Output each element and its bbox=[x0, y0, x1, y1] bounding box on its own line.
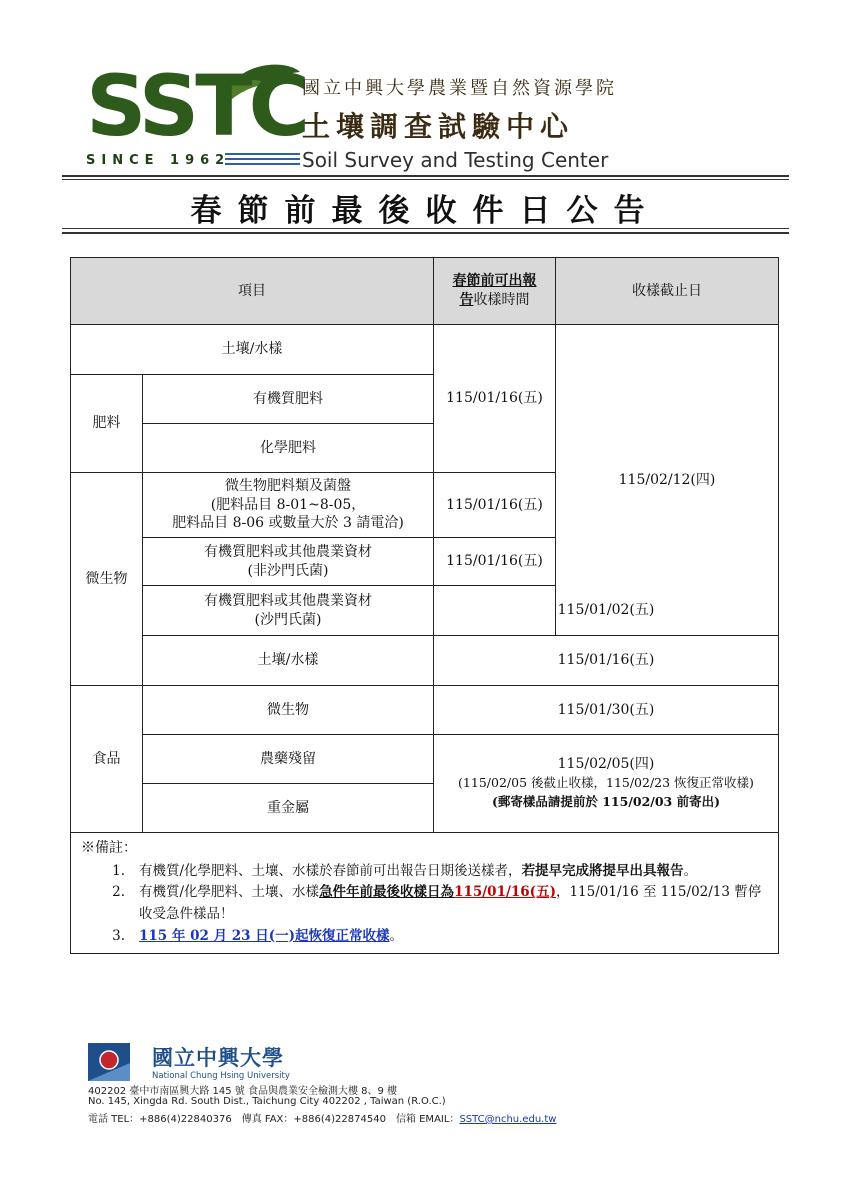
row-food-microbe: 微生物 bbox=[143, 686, 434, 735]
nchu-emblem-icon bbox=[88, 1043, 130, 1081]
remark-urgent-date: 115/01/16(五) bbox=[454, 884, 556, 901]
center-name-en: Soil Survey and Testing Center bbox=[302, 148, 609, 172]
remark-emphasis: 急件年前最後收樣日為 bbox=[319, 884, 455, 901]
remark-resume-date: 115 年 02 月 23 日(一)起恢復正常收樣 bbox=[139, 927, 390, 944]
remark-text: 有機質/化學肥料、土壤、水樣 bbox=[139, 884, 320, 901]
row-heavy-metal: 重金屬 bbox=[143, 784, 434, 833]
row-organic-other bbox=[143, 538, 434, 586]
cell-0116: 115/01/16(五) bbox=[434, 538, 556, 586]
college-name: 國立中興大學農業暨自然資源學院 bbox=[302, 78, 617, 99]
cell-0102: 115/01/02(五) bbox=[434, 586, 779, 636]
contact-line bbox=[88, 1110, 556, 1125]
cell-0116: 115/01/16(五) bbox=[434, 325, 556, 473]
micro-fert-line1: 微生物肥料類及菌盤 bbox=[225, 477, 351, 494]
cell-0205 bbox=[434, 735, 779, 833]
address-zh: 402202 臺中市南區興大路 145 號 食品與農業安全檢測大樓 8、9 樓 bbox=[88, 1086, 398, 1097]
cell-0212: 115/02/12(四) bbox=[556, 325, 779, 636]
remark-emphasis: 若提早完成將提早出具報告 bbox=[521, 862, 684, 879]
header-report-time bbox=[434, 258, 556, 325]
remark-number: 1. bbox=[112, 862, 125, 879]
remark-text: 。 bbox=[683, 862, 698, 879]
header-report-a: 春節前可出報 bbox=[452, 273, 537, 290]
page-title: 春節前最後收件日公告 bbox=[190, 193, 661, 229]
row-microbe-soil-water: 土壤/水樣 bbox=[143, 636, 434, 686]
center-name-zh: 土壤調查試驗中心 bbox=[302, 110, 575, 143]
group-microbe: 微生物 bbox=[71, 473, 143, 686]
header-report-b: 告 bbox=[459, 292, 474, 308]
deadline-table bbox=[70, 257, 779, 954]
cell-0116: 115/01/16(五) bbox=[434, 473, 556, 538]
group-food: 食品 bbox=[71, 686, 143, 833]
divider bbox=[62, 179, 789, 180]
group-fertilizer: 肥料 bbox=[71, 375, 143, 473]
row-chemical-fertilizer: 化學肥料 bbox=[143, 424, 434, 473]
header-item: 項目 bbox=[71, 258, 434, 325]
university-name-en: National Chung Hsing University bbox=[152, 1071, 290, 1081]
remark-text: 有機質/化學肥料、土壤、水樣於春節前可出報告日期後送樣者， bbox=[139, 862, 522, 879]
salmonella-line2: (沙門氏菌) bbox=[254, 611, 322, 628]
row-soil-water: 土壤/水樣 bbox=[71, 325, 434, 375]
value-0205: 115/02/05(四) bbox=[557, 756, 655, 773]
header-deadline: 收樣截止日 bbox=[556, 258, 779, 325]
divider bbox=[62, 232, 789, 234]
logo-wordmark: SSTC bbox=[86, 57, 307, 155]
divider bbox=[62, 175, 789, 177]
cell-0116: 115/01/16(五) bbox=[434, 636, 779, 686]
row-pesticide: 農藥殘留 bbox=[143, 735, 434, 784]
remark-text: 。 bbox=[389, 927, 404, 944]
remarks-title: ※備註： bbox=[81, 840, 137, 856]
university-name-zh: 國立中興大學 bbox=[152, 1045, 284, 1070]
organic-other-line1: 有機質肥料或其他農業資材 bbox=[204, 543, 372, 560]
remarks bbox=[71, 833, 779, 954]
row-microbe-fertilizer bbox=[143, 473, 434, 538]
row-salmonella bbox=[143, 586, 434, 636]
address-en: No. 145, Xingda Rd. South Dist., Taichung City 402202 , Taiwan (R.O.C.) bbox=[88, 1096, 446, 1107]
remark-number: 2. bbox=[112, 884, 125, 901]
cell-0130: 115/01/30(五) bbox=[434, 686, 779, 735]
header-report-c: 收樣時間 bbox=[473, 292, 530, 308]
micro-fert-line2: (肥料品目 8-01~8-05， bbox=[210, 496, 366, 513]
salmonella-line1: 有機質肥料或其他農業資材 bbox=[204, 592, 372, 609]
remark-number: 3. bbox=[112, 927, 125, 944]
since-label: SINCE 1962 bbox=[86, 153, 231, 168]
micro-fert-line3: 肥料品目 8-06 或數量大於 3 請電洽) bbox=[172, 515, 404, 532]
email-link[interactable]: SSTC@nchu.edu.tw bbox=[459, 1114, 557, 1125]
remark-3 bbox=[81, 926, 768, 948]
organic-other-line2: (非沙門氏菌) bbox=[247, 562, 329, 579]
value-0205-mail: (郵寄樣品請提前於 115/02/03 前寄出) bbox=[491, 793, 721, 809]
row-organic-fertilizer: 有機質肥料 bbox=[143, 375, 434, 424]
contact-text: 電話 TEL：+886(4)22840376 傳真 FAX：+886(4)22874540 信箱 EMAIL： bbox=[88, 1114, 460, 1125]
remark-text: ，115/01/16 至 115/02/13 暫停收受急件樣品！ bbox=[139, 884, 762, 923]
divider bbox=[62, 228, 789, 229]
value-0205-note: (115/02/05 後截止收樣，115/02/23 恢復正常收樣) bbox=[458, 775, 754, 791]
remark-1 bbox=[81, 861, 768, 883]
remark-2 bbox=[81, 882, 768, 925]
